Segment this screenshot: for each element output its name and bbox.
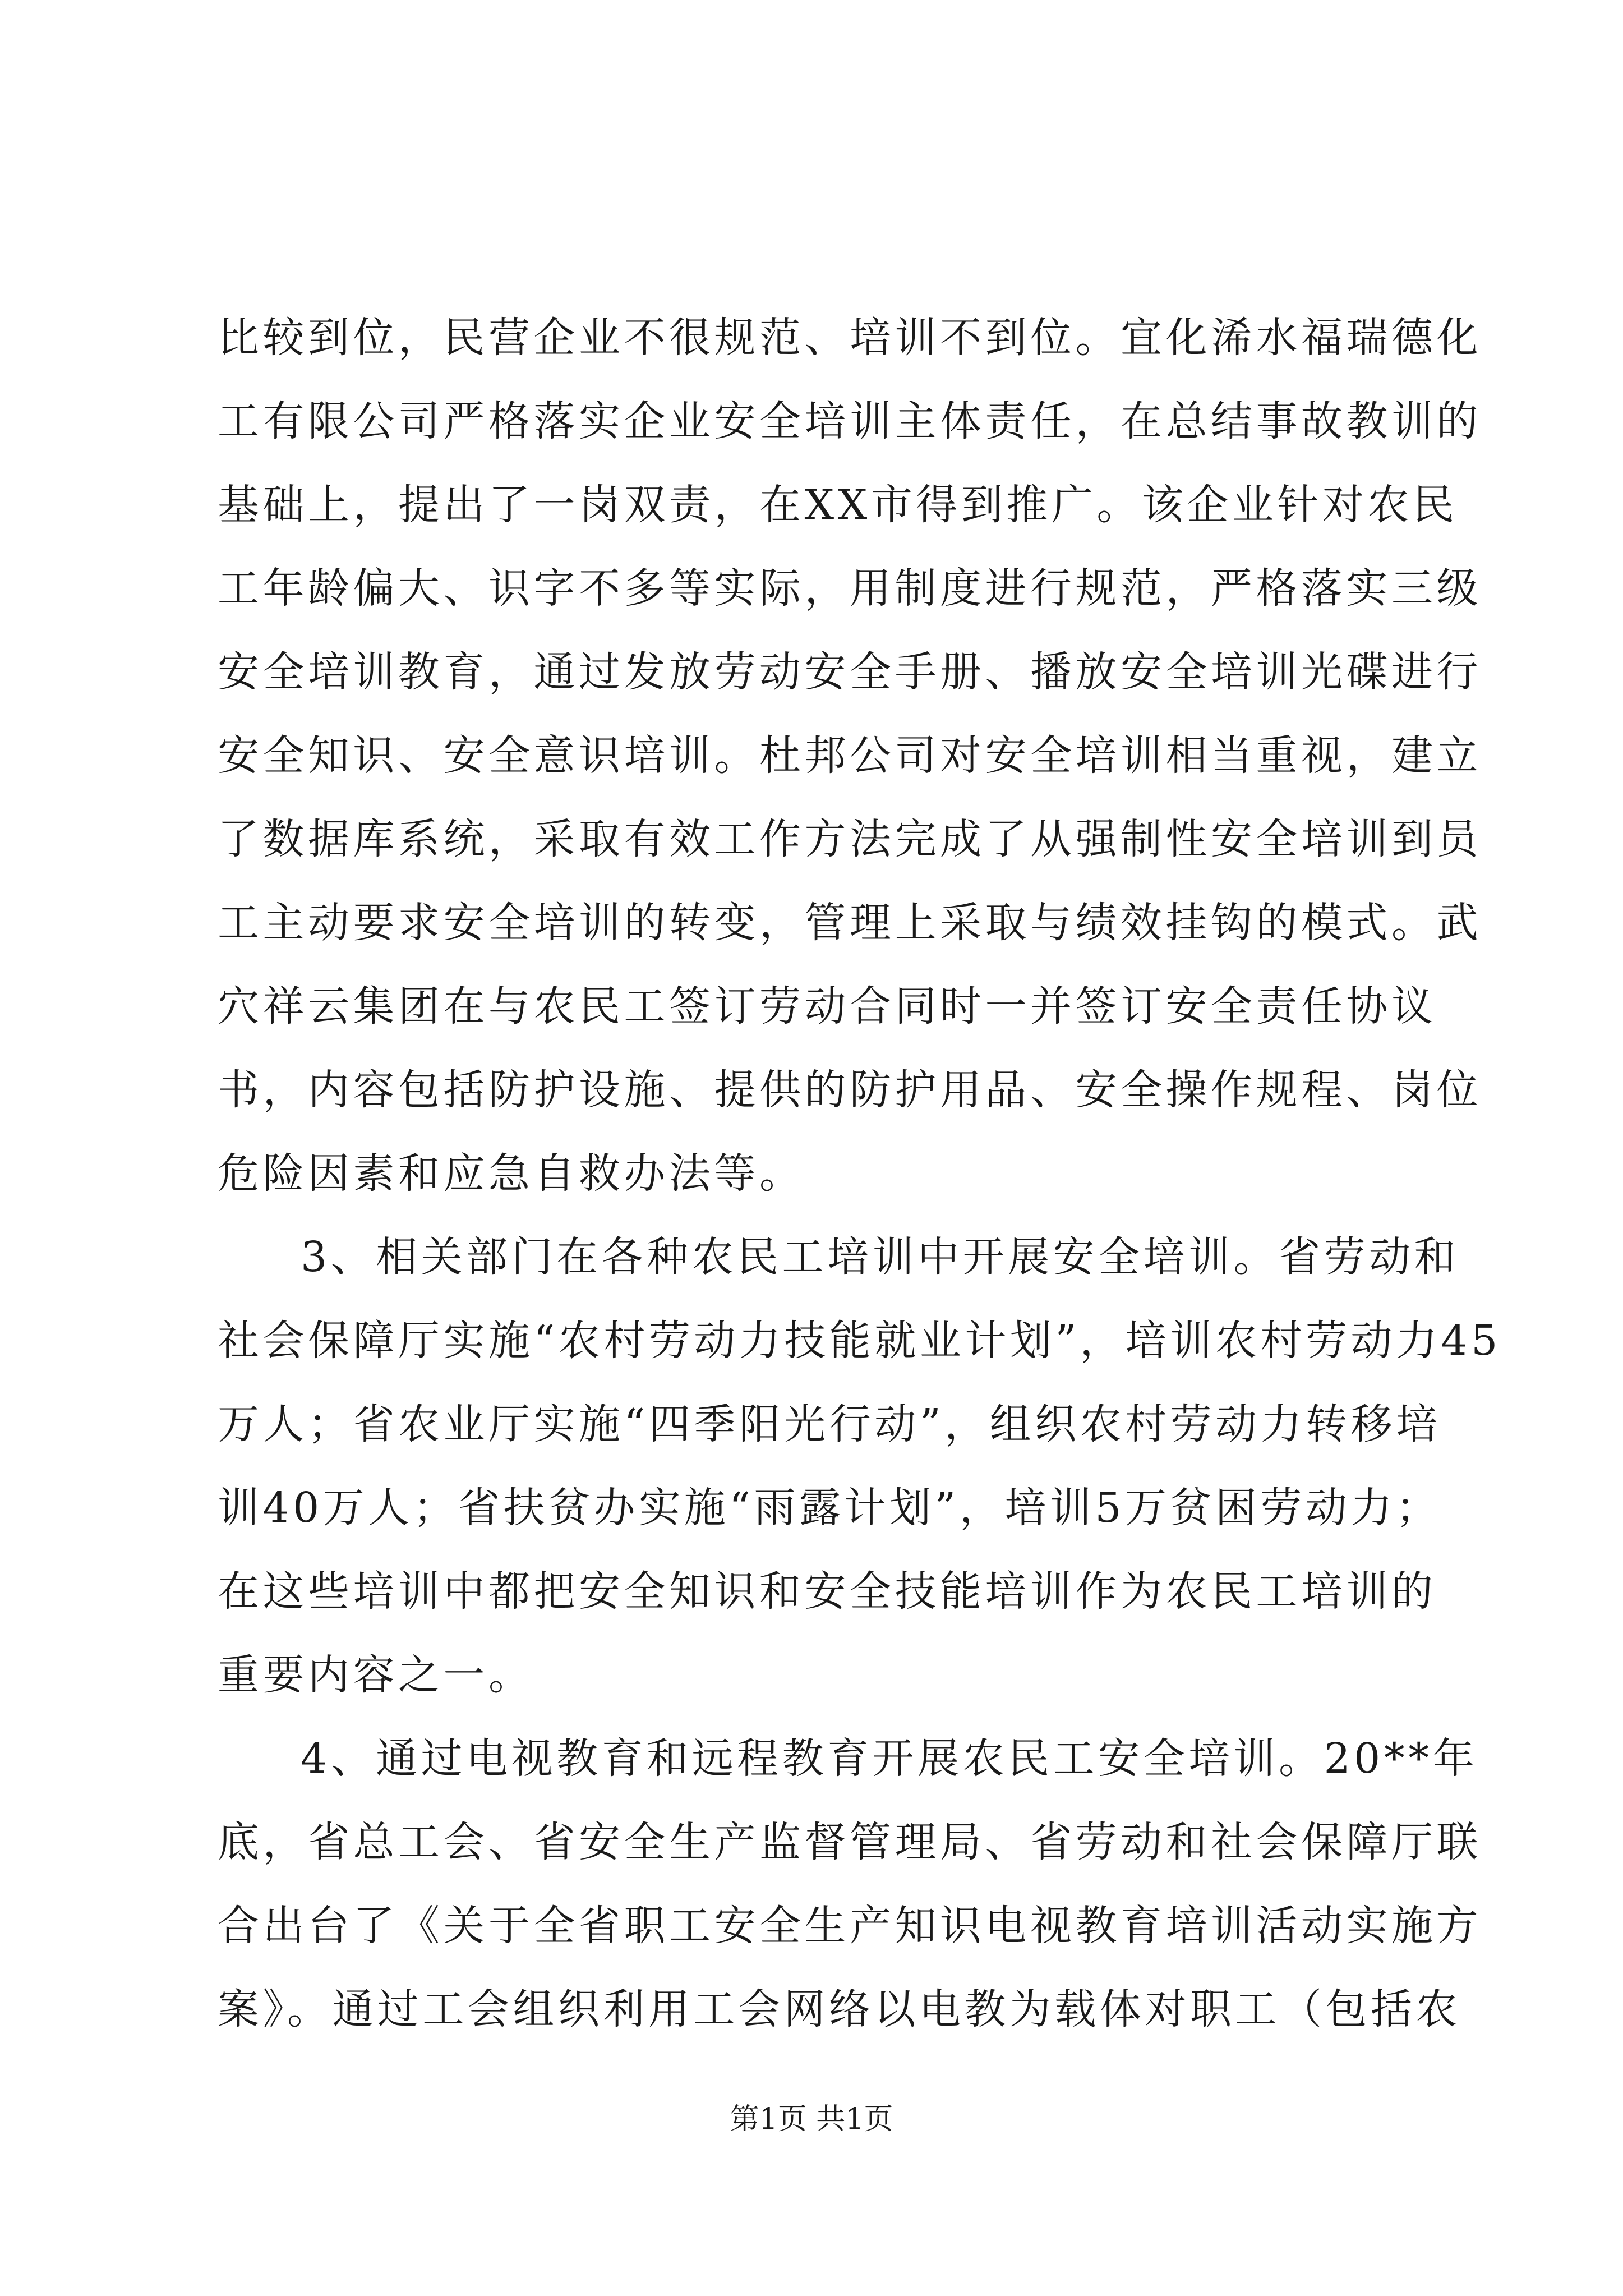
text-line: 了数据库系统，采取有效工作方法完成了从强制性安全培训到员 (218, 815, 1482, 863)
text-line: 3、相关部门在各种农民工培训中开展安全培训。省劳动和 (301, 1233, 1460, 1281)
text-line: 在这些培训中都把安全知识和安全技能培训作为农民工培训的 (218, 1567, 1437, 1616)
text-line: 比较到位，民营企业不很规范、培训不到位。宜化浠水福瑞德化 (218, 314, 1482, 362)
text-line: 训40万人；省扶贫办实施“雨露计划”，培训5万贫困劳动力； (218, 1484, 1441, 1532)
page-footer: 第1页 共1页 (730, 2102, 893, 2136)
text-line: 安全知识、安全意识培训。杜邦公司对安全培训相当重视，建立 (218, 731, 1482, 780)
text-line: 安全培训教育，通过发放劳动安全手册、播放安全培训光碟进行 (218, 648, 1482, 696)
text-line: 底，省总工会、省安全生产监督管理局、省劳动和社会保障厅联 (218, 1818, 1482, 1866)
text-line: 工年龄偏大、识字不多等实际，用制度进行规范，严格落实三级 (218, 564, 1482, 613)
text-line: 工有限公司严格落实企业安全培训主体责任，在总结事故教训的 (218, 397, 1482, 445)
text-line: 案》。通过工会组织利用工会网络以电教为载体对职工（包括农 (218, 1985, 1461, 2033)
text-line: 工主动要求安全培训的转变，管理上采取与绩效挂钩的模式。武 (218, 899, 1482, 947)
text-line: 基础上，提出了一岗双责，在XX市得到推广。该企业针对农民 (218, 481, 1458, 529)
text-line: 书，内容包括防护设施、提供的防护用品、安全操作规程、岗位 (218, 1066, 1482, 1114)
text-line: 社会保障厅实施“农村劳动力技能就业计划”，培训农村劳动力45 (218, 1317, 1501, 1365)
text-line: 合出台了《关于全省职工安全生产知识电视教育培训活动实施方 (218, 1902, 1482, 1950)
text-line: 万人；省农业厅实施“四季阳光行动”，组织农村劳动力转移培 (218, 1400, 1441, 1448)
text-line: 危险因素和应急自救办法等。 (218, 1149, 805, 1198)
text-line: 重要内容之一。 (218, 1651, 534, 1699)
text-line: 4、通过电视教育和远程教育开展农民工安全培训。20**年 (301, 1734, 1478, 1783)
text-line: 穴祥云集团在与农民工签订劳动合同时一并签订安全责任协议 (218, 982, 1437, 1030)
document-body (218, 296, 1501, 2051)
